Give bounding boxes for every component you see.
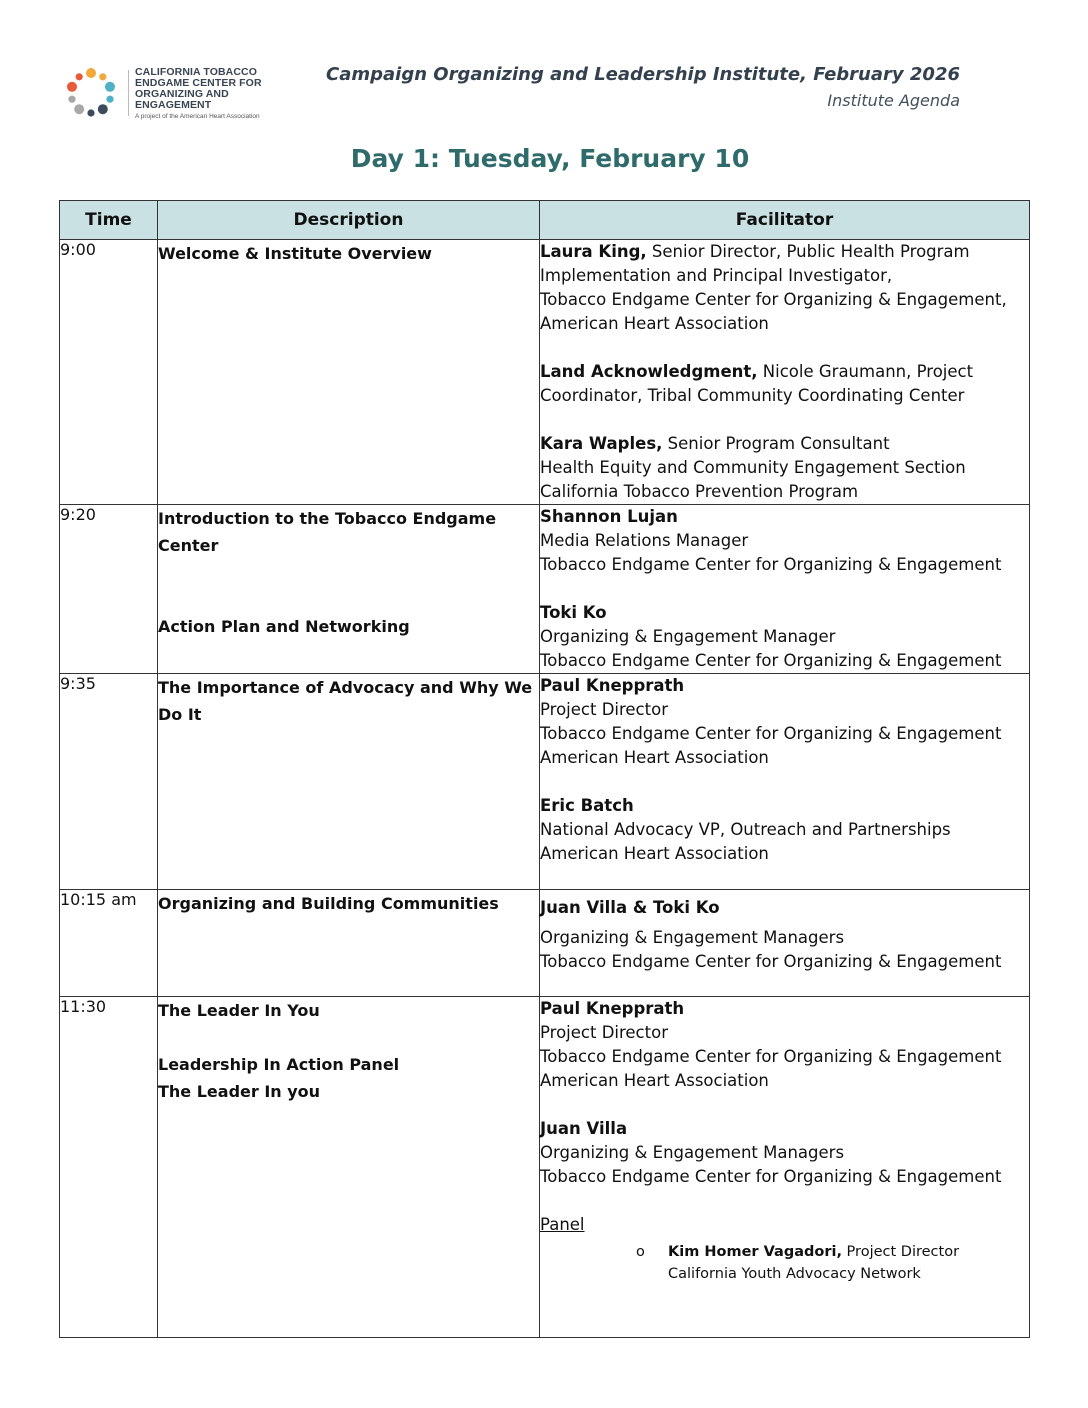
facilitator-line [540, 240, 1029, 264]
facilitator-role: Tobacco Endgame Center for Organizing & Engagement, [540, 290, 1007, 309]
table-row [60, 240, 1030, 505]
facilitator-line [540, 698, 1029, 722]
facilitator-line [540, 1117, 1029, 1141]
facilitator-role: Health Equity and Community Engagement Section [540, 458, 966, 477]
facilitator-line [540, 649, 1029, 673]
logo-line-2: ENDGAME CENTER FOR [135, 76, 262, 89]
facilitator-line [540, 794, 1029, 818]
logo-tagline: A project of the American Heart Association [135, 112, 260, 120]
facilitator-cell [540, 505, 1030, 674]
facilitator-line [540, 1141, 1029, 1165]
facilitator-role: Nicole Graumann, Project [757, 362, 974, 381]
panel-member-name: Kim Homer Vagadori, [668, 1244, 842, 1260]
logo-figure [67, 82, 77, 92]
facilitator-line [540, 1069, 1029, 1093]
facilitator-name: Toki Ko [540, 603, 607, 622]
logo-figure [98, 104, 108, 114]
logo-line-1: CALIFORNIA TOBACCO [135, 65, 257, 78]
facilitator-name: Juan Villa & Toki Ko [540, 898, 720, 917]
description-line: Center [158, 536, 219, 555]
description-line: Introduction to the Tobacco Endgame [158, 509, 497, 528]
spacer [540, 408, 1029, 432]
facilitator-line [540, 1165, 1029, 1189]
spacer [540, 1093, 1029, 1117]
logo-figure [86, 68, 96, 78]
description-line: Do It [158, 705, 202, 724]
agenda-table [59, 200, 1030, 1338]
time-cell: 9:35 [60, 674, 158, 890]
facilitator-role: Tobacco Endgame Center for Organizing & Engagement [540, 724, 1002, 743]
description-cell [158, 505, 540, 674]
description-line: The Leader In You [158, 1001, 320, 1020]
document-title: Campaign Organizing and Leadership Institute, February 2026 [326, 64, 960, 85]
facilitator-line [540, 818, 1029, 842]
logo [62, 62, 302, 124]
logo-text [128, 65, 302, 120]
facilitator-line [540, 432, 1029, 456]
facilitator-line [540, 456, 1029, 480]
facilitator-role: Senior Director, Public Health Program [646, 242, 970, 261]
facilitator-role: Project Director [540, 1023, 668, 1042]
facilitator-role: Project Director [540, 700, 668, 719]
description-cell [158, 674, 540, 890]
panel-list-item [636, 1241, 1029, 1285]
facilitator-line [540, 505, 1029, 529]
facilitator-role: American Heart Association [540, 844, 769, 863]
facilitator-cell [540, 890, 1030, 997]
facilitator-name: Kara Waples, [540, 434, 663, 453]
description-line: Leadership In Action Panel [158, 1055, 400, 1074]
facilitator-role: Implementation and Principal Investigator, [540, 266, 893, 285]
bullet-circle-icon: o [636, 1244, 645, 1260]
facilitator-role: American Heart Association [540, 748, 769, 767]
facilitator-name: Paul Knepprath [540, 676, 685, 695]
facilitator-name: Laura King, [540, 242, 647, 261]
facilitator-cell [540, 997, 1030, 1338]
facilitator-line [540, 1021, 1029, 1045]
logo-figure [74, 104, 84, 114]
facilitator-line [540, 950, 1029, 974]
facilitator-line [540, 553, 1029, 577]
facilitator-role: Senior Program Consultant [662, 434, 890, 453]
spacer [540, 770, 1029, 794]
facilitator-name: Shannon Lujan [540, 507, 678, 526]
table-header-row [60, 201, 1030, 240]
column-header-facilitator: Facilitator [540, 201, 1030, 240]
time-cell: 11:30 [60, 997, 158, 1338]
panel-member-line [668, 1241, 959, 1263]
facilitator-line [540, 997, 1029, 1021]
facilitator-cell [540, 674, 1030, 890]
facilitator-name: Juan Villa [540, 1119, 628, 1138]
spacer [540, 336, 1029, 360]
description-line [158, 586, 539, 613]
facilitator-line [540, 480, 1029, 504]
facilitator-role: Tobacco Endgame Center for Organizing & Engagement [540, 651, 1002, 670]
logo-figure [68, 96, 75, 103]
description-line [158, 559, 539, 586]
facilitator-line [540, 312, 1029, 336]
description-cell [158, 240, 540, 505]
description-line [158, 1024, 539, 1051]
facilitator-role: Media Relations Manager [540, 531, 749, 550]
panel-member-org: California Youth Advocacy Network [668, 1266, 921, 1282]
logo-figure [105, 82, 115, 92]
facilitator-line [540, 926, 1029, 950]
facilitator-name: Paul Knepprath [540, 999, 685, 1018]
facilitator-line [540, 384, 1029, 408]
description-line: Welcome & Institute Overview [158, 244, 432, 263]
logo-figure [76, 73, 83, 80]
facilitator-role: Coordinator, Tribal Community Coordinating Center [540, 386, 965, 405]
facilitator-role: Tobacco Endgame Center for Organizing & Engagement [540, 1167, 1002, 1186]
panel-member-role: Project Director [841, 1244, 960, 1260]
day-title: Day 1: Tuesday, February 10 [350, 144, 750, 173]
facilitator-role: American Heart Association [540, 1071, 769, 1090]
spacer [540, 1189, 1029, 1213]
description-cell [158, 997, 540, 1338]
facilitator-line [540, 746, 1029, 770]
column-header-time: Time [60, 201, 158, 240]
facilitator-name: Land Acknowledgment, [540, 362, 758, 381]
facilitator-role: Organizing & Engagement Managers [540, 928, 845, 947]
facilitator-line [540, 601, 1029, 625]
facilitator-role: Organizing & Engagement Manager [540, 627, 836, 646]
spacer [540, 577, 1029, 601]
document-subtitle: Institute Agenda [827, 91, 960, 110]
table-row [60, 890, 1030, 997]
logo-figure [106, 96, 113, 103]
column-header-description: Description [158, 201, 540, 240]
facilitator-role: Tobacco Endgame Center for Organizing & Engagement [540, 1047, 1002, 1066]
logo-line-3: ORGANIZING AND ENGAGEMENT [135, 87, 229, 111]
facilitator-line [540, 360, 1029, 384]
facilitator-line [540, 896, 1029, 920]
facilitator-line [540, 264, 1029, 288]
facilitator-line [540, 529, 1029, 553]
facilitator-role: National Advocacy VP, Outreach and Partnerships [540, 820, 951, 839]
time-cell: 9:20 [60, 505, 158, 674]
facilitator-line [540, 625, 1029, 649]
description-line: The Leader In you [158, 1082, 321, 1101]
panel-heading: Panel [540, 1215, 585, 1234]
facilitator-line [540, 722, 1029, 746]
facilitator-line [540, 842, 1029, 866]
logo-figure [99, 73, 106, 80]
table-row [60, 505, 1030, 674]
facilitator-role: Tobacco Endgame Center for Organizing & Engagement [540, 952, 1002, 971]
facilitator-role: Tobacco Endgame Center for Organizing & Engagement [540, 555, 1002, 574]
table-row [60, 997, 1030, 1338]
description-line: The Importance of Advocacy and Why We [158, 678, 533, 697]
panel-member [668, 1241, 959, 1285]
time-cell: 9:00 [60, 240, 158, 505]
facilitator-line [540, 674, 1029, 698]
description-cell [158, 890, 540, 997]
table-row [60, 674, 1030, 890]
description-line: Organizing and Building Communities [158, 894, 499, 913]
time-cell: 10:15 am [60, 890, 158, 997]
facilitator-role: Organizing & Engagement Managers [540, 1143, 845, 1162]
description-line: Action Plan and Networking [158, 617, 410, 636]
logo-figure [87, 109, 94, 116]
facilitator-name: Eric Batch [540, 796, 634, 815]
facilitator-line [540, 1045, 1029, 1069]
facilitator-cell [540, 240, 1030, 505]
facilitator-line [540, 1213, 1029, 1237]
logo-people-ring-icon [62, 64, 120, 122]
facilitator-role: American Heart Association [540, 314, 769, 333]
facilitator-line [540, 288, 1029, 312]
facilitator-role: California Tobacco Prevention Program [540, 482, 859, 501]
